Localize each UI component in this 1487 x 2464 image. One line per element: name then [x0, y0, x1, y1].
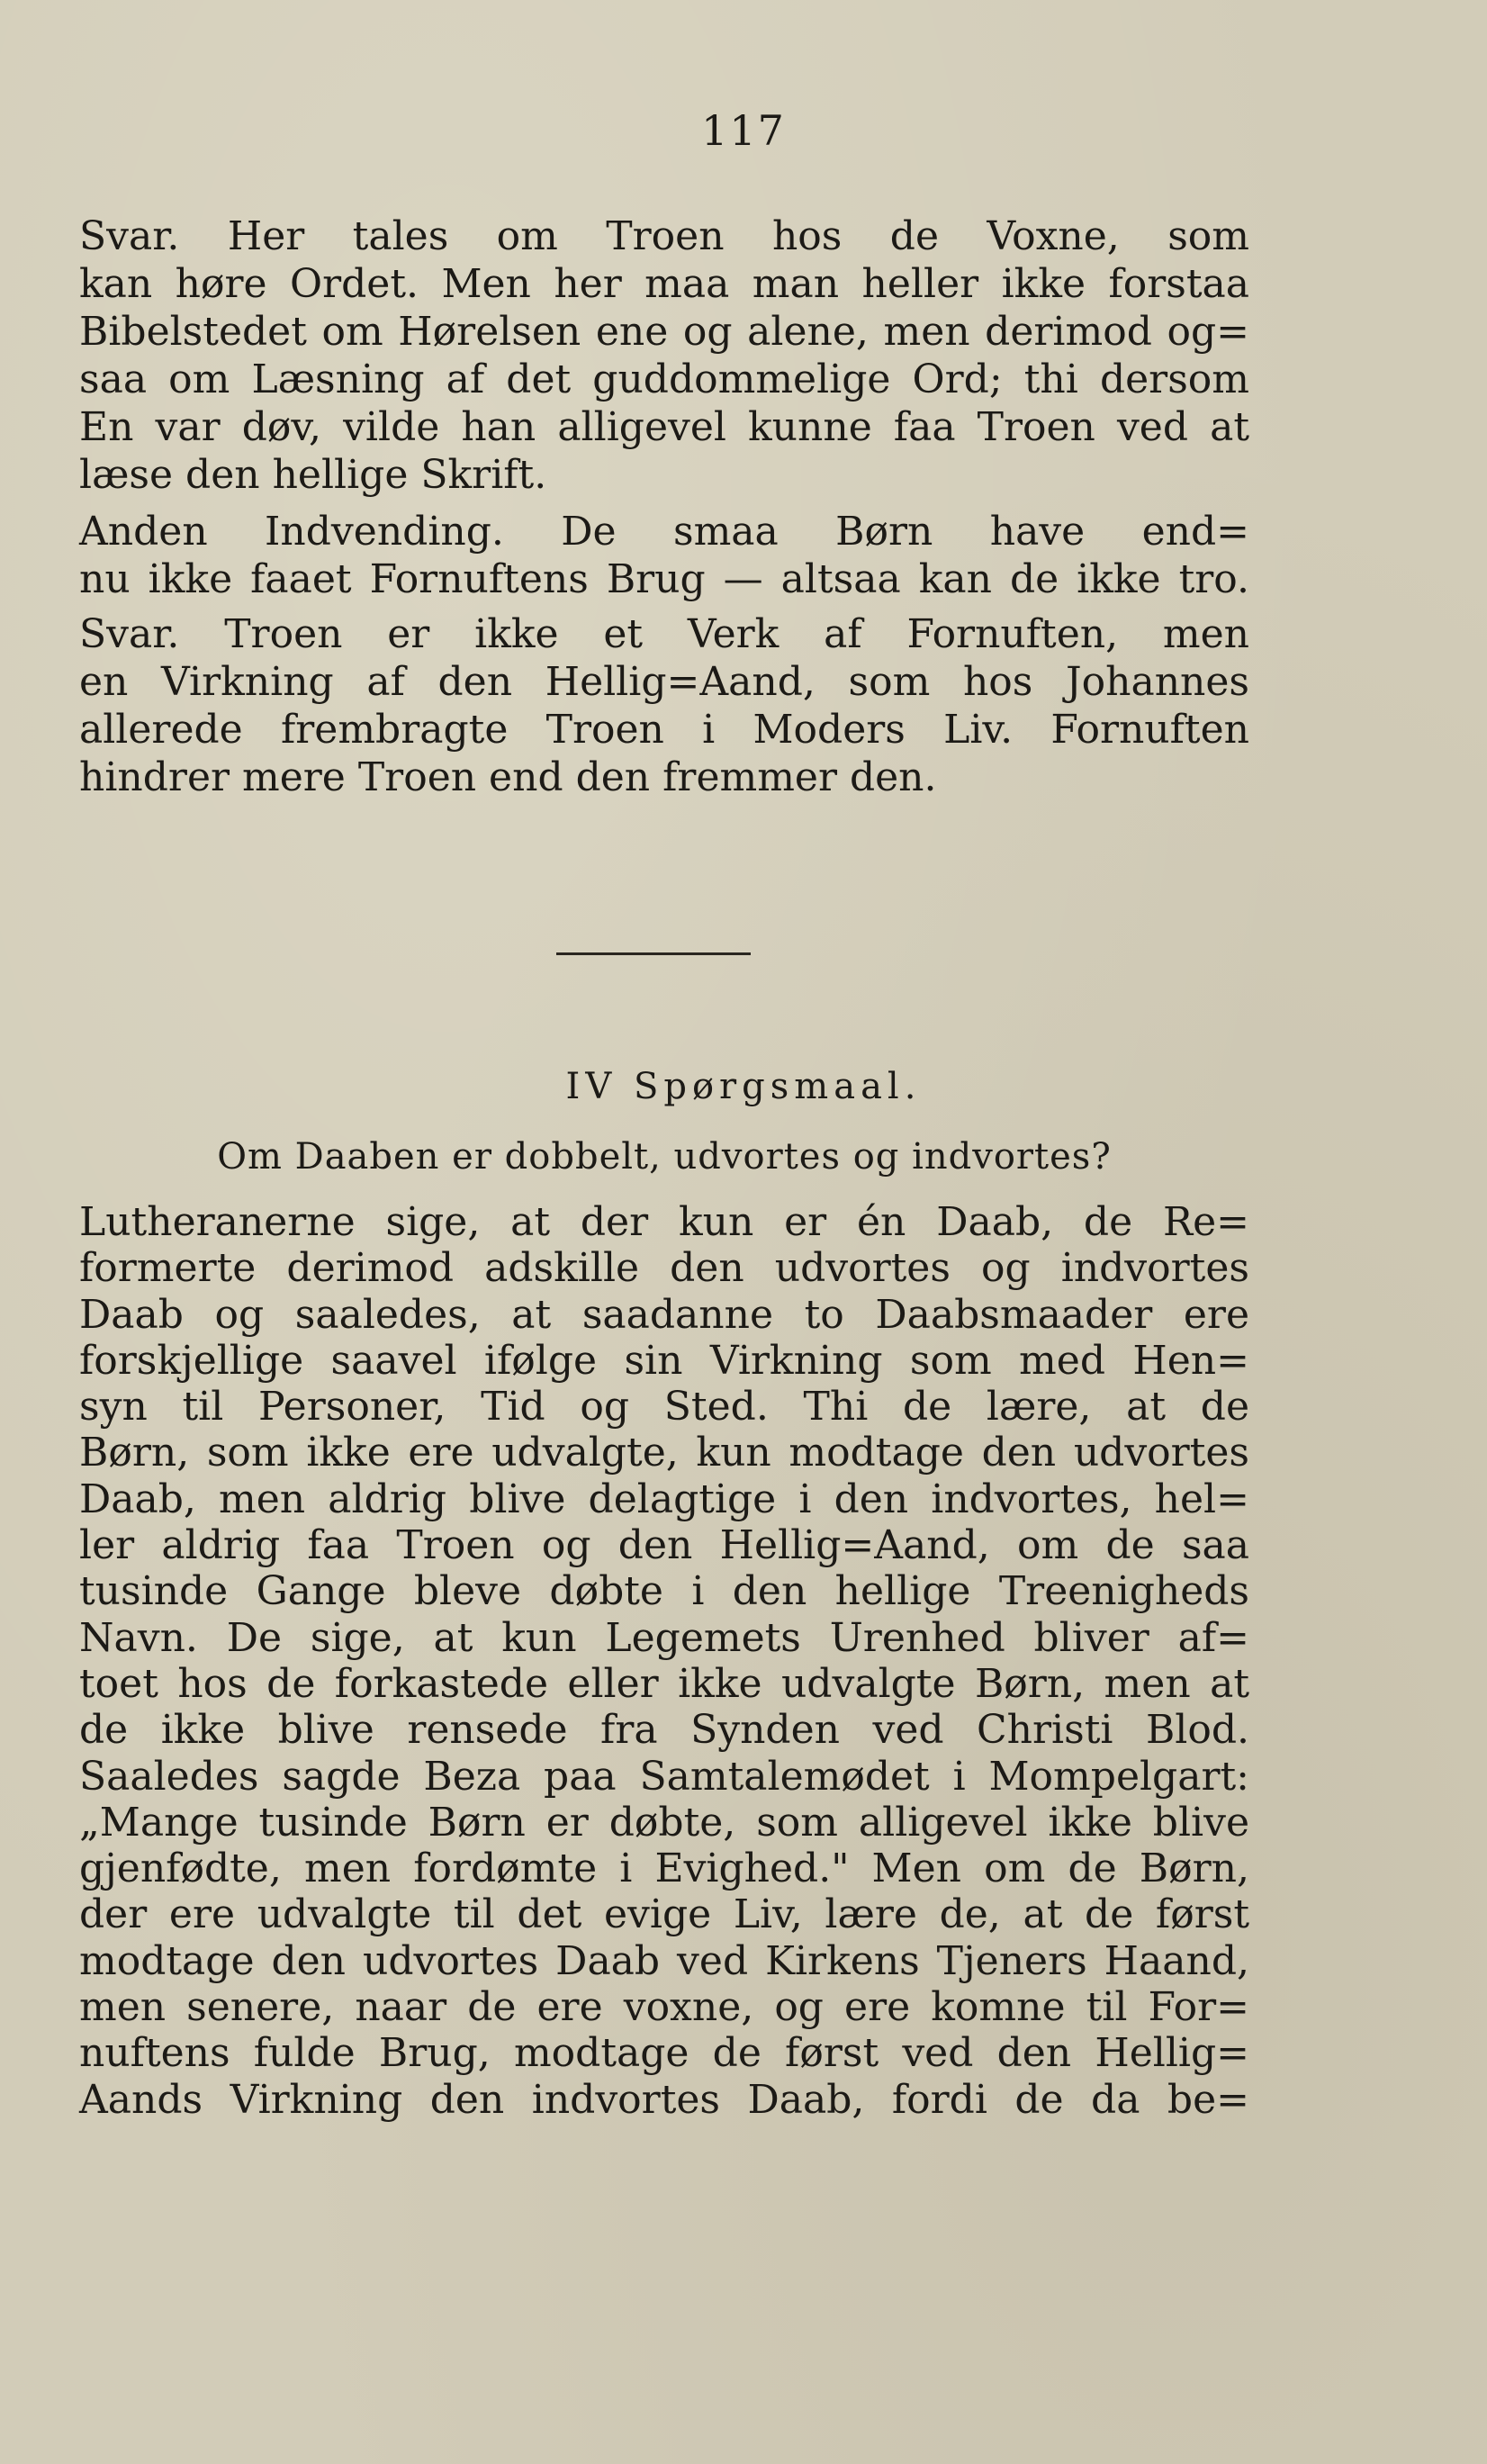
text-line: saa om Læsning af det guddommelige Ord; thi dersom: [79, 357, 1249, 402]
text-line: ler aldrig faa Troen og den Hellig=Aand, om de saa: [79, 1522, 1249, 1569]
answer-paragraph: [79, 212, 1249, 499]
text-line: men senere, naar de ere voxne, og ere komne til For=: [79, 1984, 1249, 2031]
text-line: Lutheranerne sige, at der kun er én Daab, de Re=: [79, 1199, 1249, 1245]
text-line: en Virkning af den Hellig=Aand, som hos Johannes: [79, 659, 1249, 705]
text-line: „Mange tusinde Børn er døbte, som alligevel ikke blive: [79, 1799, 1249, 1846]
text-line: formerte derimod adskille den udvortes og indvortes: [79, 1245, 1249, 1292]
text-line: læse den hellige Skrift.: [79, 452, 547, 498]
text-line: nu ikke faaet Fornuftens Brug — altsaa kan de ikke tro.: [79, 556, 1249, 602]
text-line: En var døv, vilde han alligevel kunne faa Troen ved at: [79, 404, 1249, 450]
text-line: Bibelstedet om Hørelsen ene og alene, men derimod og=: [79, 309, 1249, 355]
text-line: gjenfødte, men fordømte i Evighed." Men om de Børn,: [79, 1846, 1249, 1892]
text-line: tusinde Gange bleve døbte i den hellige Treenigheds: [79, 1568, 1249, 1615]
answer-paragraph: [79, 610, 1249, 801]
text-line: Svar. Her tales om Troen hos de Voxne, som: [79, 213, 1249, 259]
objection-paragraph: [79, 508, 1249, 603]
text-line: Svar. Troen er ikke et Verk af Fornuften, men: [79, 611, 1249, 657]
text-line: Daab, men aldrig blive delagtige i den indvortes, hel=: [79, 1476, 1249, 1522]
text-line: Daab og saaledes, at saadanne to Daabsmaader ere: [79, 1291, 1249, 1338]
text-line: toet hos de forkastede eller ikke udvalgte Børn, men at: [79, 1660, 1249, 1707]
text-line: de ikke blive rensede fra Synden ved Christi Blod.: [79, 1707, 1249, 1754]
section-question: Om Daaben er dobbelt, udvortes og indvortes?: [217, 1136, 1112, 1178]
text-line: Anden Indvending. De smaa Børn have end=: [79, 509, 1249, 555]
text-line: Aands Virkning den indvortes Daab, fordi de da be=: [79, 2076, 1249, 2123]
text-line: der ere udvalgte til det evige Liv, lære de, at de først: [79, 1891, 1249, 1938]
text-line: kan høre Ordet. Men her maa man heller ikke forstaa: [79, 261, 1249, 307]
text-line: hindrer mere Troen end den fremmer den.: [79, 754, 937, 800]
text-line: syn til Personer, Tid og Sted. Thi de lære, at de: [79, 1384, 1249, 1431]
page-number: 117: [701, 106, 786, 155]
text-line: allerede frembragte Troen i Moders Liv. Fornuften: [79, 707, 1249, 753]
text-line: nuftens fulde Brug, modtage de først ved den Hellig=: [79, 2030, 1249, 2077]
text-line: forskjellige saavel ifølge sin Virkning som med Hen=: [79, 1337, 1249, 1384]
text-line: Børn, som ikke ere udvalgte, kun modtage den udvortes: [79, 1430, 1249, 1476]
text-line: Saaledes sagde Beza paa Samtalemødet i Mompelgart:: [79, 1753, 1249, 1800]
section-divider: [556, 952, 751, 955]
section-body: [79, 1199, 1249, 2123]
text-line: modtage den udvortes Daab ved Kirkens Tjeners Haand,: [79, 1937, 1249, 1984]
section-heading: IV Spørgsmaal.: [565, 1066, 922, 1107]
text-line: Navn. De sige, at kun Legemets Urenhed bliver af=: [79, 1614, 1249, 1661]
